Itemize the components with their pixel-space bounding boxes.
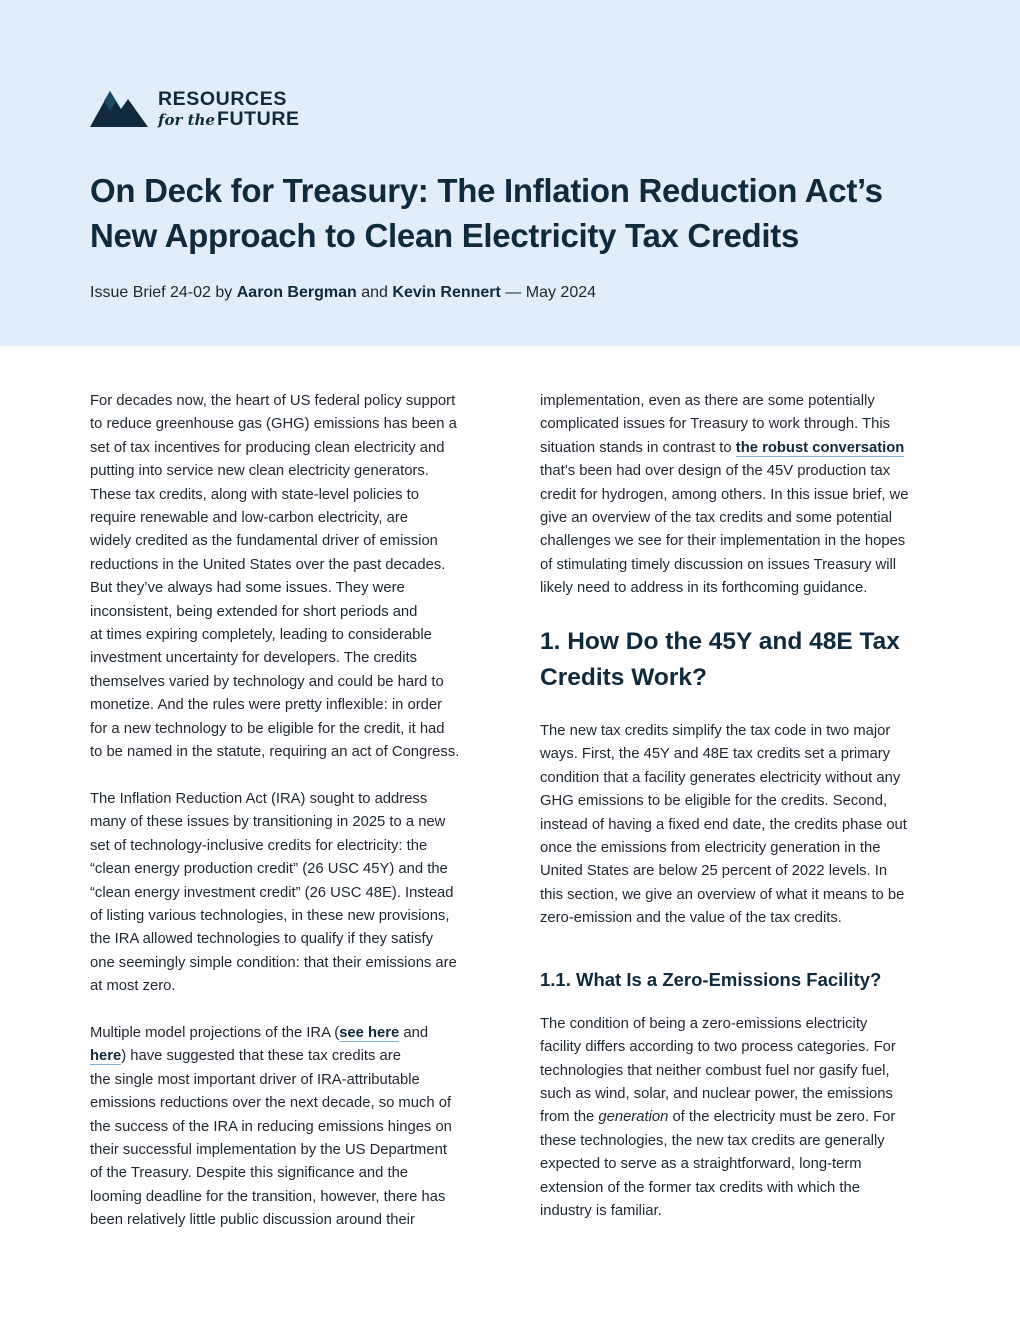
publish-date: — May 2024	[505, 284, 597, 301]
text-line: For decades now, the heart of US federal policy support	[90, 393, 456, 409]
text-line: facility differs according to two process categories. For	[540, 1039, 896, 1056]
text-line: this section, we give an overview of what it means to be	[540, 886, 905, 903]
paragraph-ira	[90, 788, 482, 999]
text-line: GHG emissions to be eligible for the credits. Second,	[540, 793, 888, 810]
text-line: to reduce greenhouse gas (GHG) emissions has been a	[90, 416, 457, 433]
byline-and: and	[361, 284, 388, 301]
text-line	[540, 1106, 935, 1129]
text-line: at most zero.	[90, 978, 176, 995]
section-heading-1	[540, 624, 935, 696]
text-line: technologies that neither combust fuel nor gasify fuel,	[540, 1062, 890, 1079]
paragraph-tax-code	[540, 720, 935, 931]
logo-wordmark-future	[158, 108, 300, 131]
text-line	[90, 1022, 482, 1045]
text-line: ways. First, the 45Y and 48E tax credits set a primary	[540, 746, 891, 763]
text-line: give an overview of the tax credits and some potential	[540, 510, 893, 527]
left-column	[90, 390, 482, 1256]
paragraph-intro	[90, 390, 482, 765]
text-line: to be named in the statute, requiring an act of Congress.	[90, 744, 460, 761]
text-line: The condition of being a zero-emissions electricity	[540, 1015, 868, 1032]
text-line: United States are below 25 percent of 2022 levels. In	[540, 863, 888, 880]
paragraph-implementation	[540, 390, 935, 601]
text-line: likely need to address in its forthcoming guidance.	[540, 580, 868, 597]
author-aaron-bergman: Aaron Bergman	[236, 284, 357, 301]
text-line: reductions in the United States over the past decades.	[90, 556, 446, 573]
text-line: monetize. And the rules were pretty inflexible: in order	[90, 697, 443, 714]
text-line: many of these issues by transitioning in 2025 to a new	[90, 814, 446, 831]
title-line: New Approach to Clean Electricity Tax Credits	[90, 217, 800, 254]
text-line: These tax credits, along with state-level policies to	[90, 486, 419, 503]
title-line: On Deck for Treasury: The Inflation Reduction Act’s	[90, 172, 883, 209]
right-column	[540, 390, 935, 1247]
logo-for-the: for the	[158, 111, 215, 129]
text-line: the single most important driver of IRA-attributable	[90, 1071, 420, 1088]
text-line: condition that a facility generates electricity without any	[540, 769, 901, 786]
text-line: such as wind, solar, and nuclear power, the emissions	[540, 1085, 893, 1102]
text-line: their successful implementation by the US Department	[90, 1141, 447, 1158]
robust-conversation-link[interactable]: the robust conversation	[735, 439, 905, 456]
text-line: themselves varied by technology and could be hard to	[90, 673, 444, 690]
text-line: widely credited as the fundamental driver of emission	[90, 533, 438, 550]
section-heading-1-1: 1.1. What Is a Zero-Emissions Facility?	[540, 968, 882, 990]
text-line: that’s been had over design of the 45V production tax	[540, 463, 891, 480]
issue-label: Issue Brief 24-02 by	[90, 284, 233, 301]
text-fragment: of the electricity must be zero. For	[668, 1109, 896, 1126]
text-line: The new tax credits simplify the tax code in two major	[540, 723, 891, 740]
text-line: for a new technology to be eligible for the credit, it had	[90, 720, 445, 737]
text-line: instead of having a fixed end date, the credits phase out	[540, 816, 907, 833]
see-here-link[interactable]: see here	[339, 1024, 400, 1041]
text-line: challenges we see for their implementation in the hopes	[540, 533, 906, 550]
text-line: expected to serve as a straightforward, long-term	[540, 1156, 862, 1173]
text-line: extension of the former tax credits with which the	[540, 1179, 860, 1196]
text-fragment: Multiple model projections of the IRA (	[90, 1024, 340, 1041]
text-line: looming deadline for the transition, however, there has	[90, 1188, 446, 1205]
paragraph-projections	[90, 1022, 482, 1233]
text-line	[540, 437, 935, 460]
text-line: at times expiring completely, leading to considerable	[90, 627, 432, 644]
rff-logo[interactable]	[90, 88, 310, 130]
text-line: industry is familiar.	[540, 1202, 662, 1219]
heading-line: 1. How Do the 45Y and 48E Tax	[540, 628, 900, 656]
text-line: But they’ve always had some issues. They were	[90, 580, 405, 597]
text-line: implementation, even as there are some potentially	[540, 393, 875, 409]
text-line: been relatively little public discussion around their	[90, 1212, 415, 1229]
text-fragment: from the	[540, 1109, 599, 1126]
text-line: The Inflation Reduction Act (IRA) sought to address	[90, 790, 428, 807]
text-line: one seemingly simple condition: that their emissions are	[90, 954, 457, 971]
text-line: require renewable and low-carbon electricity, are	[90, 510, 409, 527]
text-line: once the emissions from electricity generation in the	[540, 840, 881, 857]
header-banner	[0, 0, 1020, 346]
mountain-logo-icon	[90, 89, 148, 127]
emphasis-generation: generation	[598, 1109, 669, 1126]
text-line: of the Treasury. Despite this significance and the	[90, 1165, 409, 1182]
byline	[90, 284, 596, 302]
text-line: the success of the IRA in reducing emissions hinges on	[90, 1118, 452, 1135]
author-kevin-rennert: Kevin Rennert	[392, 284, 501, 301]
text-line	[90, 1045, 482, 1068]
page-title	[90, 168, 950, 258]
text-line: zero-emission and the value of the tax credits.	[540, 910, 842, 927]
heading-line: Credits Work?	[540, 664, 707, 692]
text-fragment: and	[399, 1024, 429, 1041]
text-line: “clean energy investment credit” (26 USC 48E). Instead	[90, 884, 454, 901]
text-line: of stimulating timely discussion on issues Treasury will	[540, 556, 897, 573]
text-line: set of technology-inclusive credits for electricity: the	[90, 837, 428, 854]
text-line: these technologies, the new tax credits are generally	[540, 1132, 885, 1149]
text-line: complicated issues for Treasury to work through. This	[540, 416, 891, 433]
logo-wordmark-resources: RESOURCES	[158, 88, 287, 110]
text-line: of listing various technologies, in these new provisions,	[90, 907, 450, 924]
text-line: putting into service new clean electricity generators.	[90, 463, 429, 480]
text-line: inconsistent, being extended for short periods and	[90, 603, 418, 620]
text-line: credit for hydrogen, among others. In this issue brief, we	[540, 486, 909, 503]
text-line: “clean energy production credit” (26 USC 45Y) and the	[90, 861, 448, 878]
text-fragment: ) have suggested that these tax credits are	[121, 1048, 401, 1065]
text-line: set of tax incentives for producing clean electricity and	[90, 439, 445, 456]
paragraph-zero-emissions	[540, 1013, 935, 1224]
logo-future-text: FUTURE	[216, 108, 300, 130]
text-line: the IRA allowed technologies to qualify if they satisfy	[90, 931, 433, 948]
text-line: investment uncertainty for developers. The credits	[90, 650, 418, 667]
here-link[interactable]: here	[90, 1048, 122, 1065]
text-fragment: situation stands in contrast to	[540, 439, 736, 456]
text-line: emissions reductions over the next decade, so much of	[90, 1095, 452, 1112]
